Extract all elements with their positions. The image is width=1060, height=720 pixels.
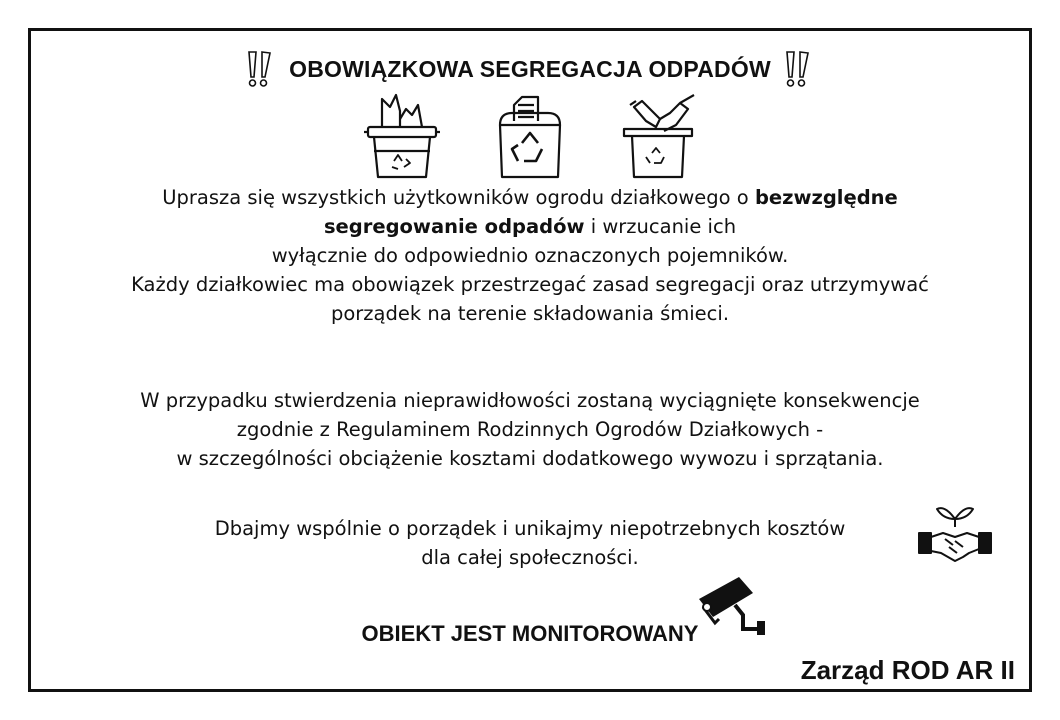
recycling-bins [31,91,1029,185]
request-line-1 [31,183,1029,212]
double-exclamation-icon [245,49,277,89]
monitoring-notice: OBIEKT JEST MONITOROWANY [361,621,699,646]
title-row [31,47,1029,91]
request-paragraph [31,183,1029,328]
notice-frame [28,28,1032,692]
appeal-line-1: Dbajmy wspólnie o porządek i unikajmy niepotrzebnych kosztów [214,517,846,540]
glass-recycling-bin-icon [488,91,572,185]
appeal-paragraph [31,514,1029,572]
consequences-paragraph [31,386,1029,473]
request-intro: Uprasza się wszystkich użytkowników ogrodu działkowego o [162,186,755,209]
request-line-2 [31,212,1029,241]
request-continuation: i wrzucanie ich [584,215,737,238]
consequences-line-2: zgodnie z Regulaminem Rodzinnych Ogrodów Działkowych - [236,418,824,441]
appeal-line-2: dla całej społeczności. [421,546,639,569]
notice-title: OBOWIĄZKOWA SEGREGACJA ODPADÓW [289,55,771,82]
consequences-line-1: W przypadku stwierdzenia nieprawidłowości zostaną wyciągnięte konsekwencje [140,389,920,412]
request-line-3: wyłącznie do odpowiednio oznaczonych pojemników. [271,244,789,267]
obligation-line-2: porządek na terenie składowania śmieci. [330,302,730,325]
signature: Zarząd ROD AR II [800,655,1015,685]
handshake-plant-icon [915,503,995,565]
paper-recycling-bin-icon [360,91,444,185]
obligation-line-1: Każdy działkowiec ma obowiązek przestrzegać zasad segregacji oraz utrzymywać [131,273,929,296]
plastic-recycling-bin-icon [616,91,700,185]
bold-emphasis: bezwzględne [754,186,898,209]
bold-emphasis: segregowanie odpadów [323,215,585,238]
consequences-line-3: w szczególności obciążenie kosztami dodatkowego wywozu i sprzątania. [176,447,884,470]
double-exclamation-icon [783,49,815,89]
